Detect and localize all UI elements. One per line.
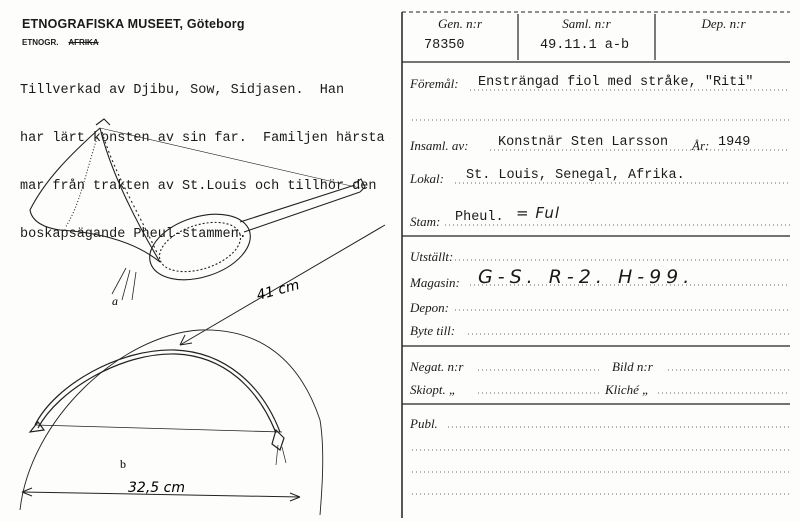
utstallt-label: Utställt:	[410, 249, 454, 264]
saml-number-value: 49.11.1 a-b	[540, 38, 630, 53]
gen-number-value: 78350	[424, 38, 465, 53]
stam-label: Stam:	[410, 214, 441, 229]
depon-label: Depon:	[410, 300, 449, 315]
kliche-label: Kliché „	[605, 382, 650, 397]
label-b: b	[120, 457, 126, 471]
description-line: boskapsägande Pheul-stammen.	[20, 227, 247, 242]
negat-label: Negat. n:r	[410, 359, 464, 374]
label-a: a	[112, 294, 118, 308]
bow-dimension-label: 32,5 cm	[128, 480, 185, 496]
ar-label: År:	[692, 138, 710, 153]
stam-handwritten: = Ful	[516, 204, 561, 222]
lokal-label: Lokal:	[410, 171, 444, 186]
publ-label: Publ.	[410, 416, 438, 431]
byte-label: Byte till:	[410, 323, 456, 338]
lokal-value: St. Louis, Senegal, Afrika.	[466, 168, 685, 183]
insaml-value: Konstnär Sten Larsson	[498, 135, 669, 150]
ar-value: 1949	[718, 135, 751, 150]
gen-number-label: Gen. n:r	[437, 16, 483, 31]
foremal-label: Föremål:	[410, 76, 459, 91]
description-line: har lärt konsten av sin far. Familjen härsta	[20, 131, 385, 146]
insaml-label: Insaml. av:	[410, 138, 469, 153]
struck-dept-label: AFRIKA	[68, 38, 99, 47]
description-line: mar från trakten av St.Louis och tillhör den	[20, 179, 377, 194]
foremal-value: Ensträngad fiol med stråke, "Riti"	[478, 75, 754, 90]
description-line: Tillverkad av Djibu, Sow, Sidjasen. Han	[20, 83, 345, 98]
bild-label: Bild n:r	[612, 359, 653, 374]
skiopt-label: Skiopt. „	[410, 382, 457, 397]
stam-value: Pheul.	[455, 210, 504, 225]
saml-number-label: Saml. n:r	[562, 16, 611, 31]
dep-number-label: Dep. n:r	[701, 16, 746, 31]
magasin-label: Magasin:	[410, 275, 460, 290]
fiddle-dimension-label: 41 cm	[254, 277, 302, 304]
magasin-handwritten: G-S. R-2. H-99.	[478, 266, 695, 288]
dept-label: ETNOGR.	[22, 38, 59, 47]
museum-title: ETNOGRAFISKA MUSEET, Göteborg	[22, 17, 245, 31]
